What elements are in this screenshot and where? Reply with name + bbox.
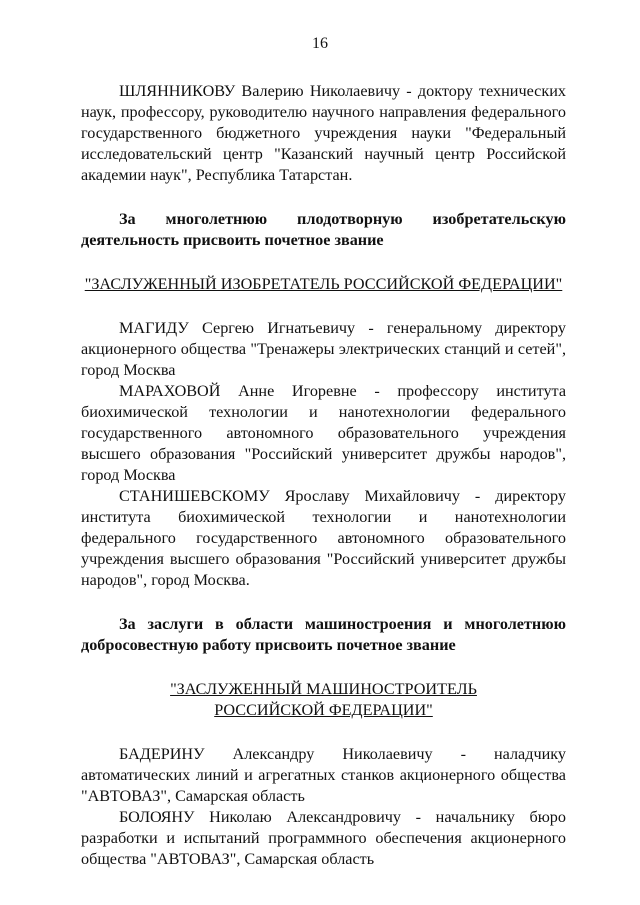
paragraph-stanishevsky: СТАНИШЕВСКОМУ Ярославу Михайловичу - директору института биохимической технологии и нанотехнологии федерального государственного автономного образовательного учреждения высшего образования "Российский университет дружбы народов", город Москва. [81, 487, 566, 589]
page-number: 16 [312, 35, 328, 52]
award-title-inventor: "ЗАСЛУЖЕННЫЙ ИЗОБРЕТАТЕЛЬ РОССИЙСКОЙ ФЕДЕРАЦИИ" [84, 275, 563, 293]
award-title-machine-builder-line1: "ЗАСЛУЖЕННЫЙ МАШИНОСТРОИТЕЛЬ [170, 680, 477, 698]
paragraph-bolojan: БОЛОЯНУ Николаю Александровичу - начальнику бюро разработки и испытаний программного обеспечения акционерного общества "АВТОВАЗ", Самарская область [81, 808, 566, 868]
paragraph-magid: МАГИДУ Сергею Игнатьевичу - генеральному директору акционерного общества "Тренажеры электрических станций и сетей", город Москва [81, 319, 566, 379]
decree-machine-builder: За заслуги в области машиностроения и многолетнюю добросовестную работу присвоить почетное звание [81, 615, 566, 654]
paragraph-marakhova: МАРАХОВОЙ Анне Игоревне - профессору института биохимической технологии и нанотехнологии федерального государственного автономного образовательного учреждения высшего образования "Российский университет дружбы народов", город Москва [81, 382, 566, 484]
document-body [81, 81, 566, 870]
paragraph-baderin: БАДЕРИНУ Александру Николаевичу - наладчику автоматических линий и агрегатных станков акционерного общества "АВТОВАЗ", Самарская область [81, 745, 566, 805]
paragraph-shlyannikov: ШЛЯННИКОВУ Валерию Николаевичу - доктору технических наук, профессору, руководителю научного направления федерального государственного бюджетного учреждения науки "Федеральный исследовательский центр "Казанский научный центр Российской академии наук", Республика Татарстан. [81, 82, 566, 184]
award-title-machine-builder-line2: РОССИЙСКОЙ ФЕДЕРАЦИИ" [214, 701, 433, 719]
decree-inventor: За многолетнюю плодотворную изобретательскую деятельность присвоить почетное звание [81, 210, 566, 249]
